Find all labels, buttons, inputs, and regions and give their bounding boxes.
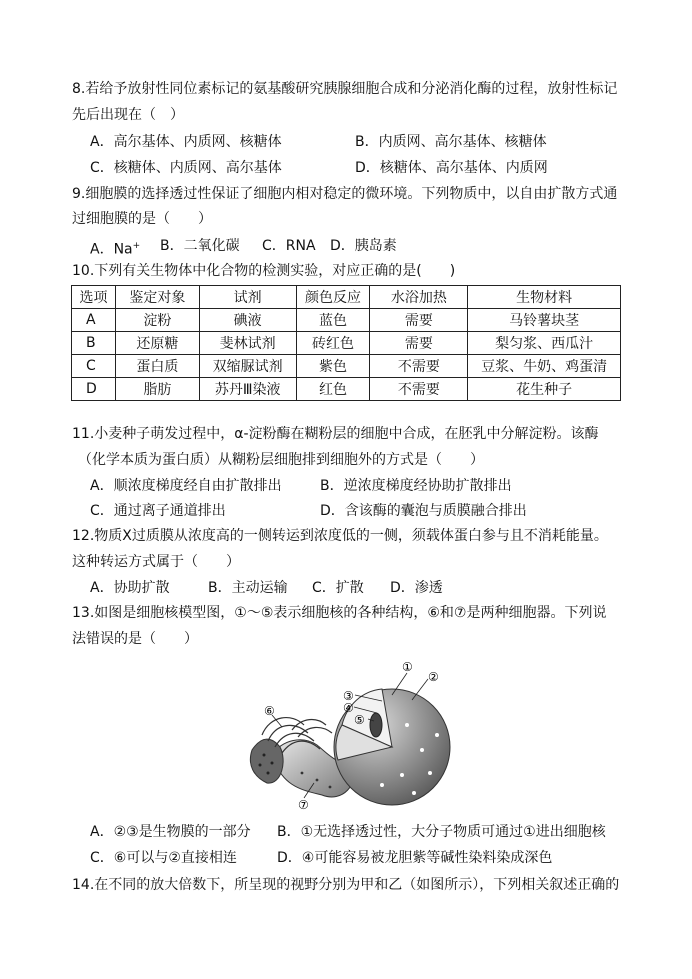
q11-option-d: D．含该酶的囊泡与质膜融合排出 — [320, 503, 527, 519]
table-cell: 苏丹Ⅲ染液 — [199, 378, 296, 401]
label-2: ② — [428, 670, 439, 684]
table-cell: 豆浆、牛奶、鸡蛋清 — [468, 355, 621, 378]
table-header-row — [72, 286, 621, 309]
q9-option-a-text: A．Na — [90, 241, 133, 258]
q13-option-c: C．⑥可以与②直接相连 — [90, 850, 237, 866]
q8-option-d: D．核糖体、高尔基体、内质网 — [355, 160, 548, 176]
table-cell: 红色 — [296, 378, 370, 401]
table-cell: 淀粉 — [115, 309, 199, 332]
q13-option-a: A．②③是生物膜的一部分 — [90, 824, 251, 840]
q11-option-b: B．逆浓度梯度经协助扩散排出 — [320, 478, 512, 494]
q9-stem-line1: 9.细胞膜的选择透过性保证了细胞内相对稳定的微环境。下列物质中，以自由扩散方式通 — [72, 186, 618, 202]
nucleus-model-figure — [242, 655, 452, 810]
q10-stem: 10.下列有关生物体中化合物的检测实验，对应正确的是( ) — [72, 263, 456, 279]
table-cell: 不需要 — [370, 378, 468, 401]
table-row — [72, 332, 621, 355]
q9-stem-line2: 过细胞膜的是（ ） — [72, 211, 212, 227]
table-cell: 马铃薯块茎 — [468, 309, 621, 332]
q12-stem-line2: 这种转运方式属于（ ） — [72, 554, 240, 570]
q11-option-c: C．通过离子通道排出 — [90, 503, 226, 519]
table-row — [72, 378, 621, 401]
q13-option-d: D．④可能容易被龙胆紫等碱性染料染成深色 — [277, 850, 553, 866]
q8-stem-line1: 8.若给予放射性同位素标记的氨基酸研究胰腺细胞合成和分泌消化酶的过程，放射性标记 — [72, 81, 618, 97]
table-header-cell: 鉴定对象 — [115, 286, 199, 309]
table-cell: C — [72, 355, 116, 378]
table-cell: A — [72, 309, 116, 332]
table-cell: 脂肪 — [115, 378, 199, 401]
q11-option-a: A．顺浓度梯度经自由扩散排出 — [90, 478, 282, 494]
table-row — [72, 309, 621, 332]
table-row — [72, 355, 621, 378]
table-header-cell: 颜色反应 — [296, 286, 370, 309]
table-header-cell: 试剂 — [199, 286, 296, 309]
q12-option-d: D．渗透 — [390, 580, 443, 596]
q14-stem-line1: 14.在不同的放大倍数下，所呈现的视野分别为甲和乙（如图所示），下列相关叙述正确的 — [72, 877, 620, 893]
q8-option-c: C．核糖体、内质网、高尔基体 — [90, 160, 282, 176]
table-cell: 梨匀浆、西瓜汁 — [468, 332, 621, 355]
table-cell: 紫色 — [296, 355, 370, 378]
q8-option-a: A．高尔基体、内质网、核糖体 — [90, 134, 282, 150]
table-cell: 不需要 — [370, 355, 468, 378]
q12-option-b: B．主动运输 — [208, 580, 288, 596]
label-3: ③ — [343, 689, 354, 703]
q11-stem-line1: 11.小麦种子萌发过程中，α-淀粉酶在糊粉层的细胞中合成，在胚乳中分解淀粉。该酶 — [72, 426, 599, 442]
table-header-cell: 水浴加热 — [370, 286, 468, 309]
label-6: ⑥ — [264, 704, 275, 718]
q12-stem-line1: 12.物质X过质膜从浓度高的一侧转运到浓度低的一侧，须载体蛋白参与且不消耗能量。 — [72, 528, 608, 544]
table-cell: 蛋白质 — [115, 355, 199, 378]
q13-stem-line1: 13.如图是细胞核模型图，①～⑤表示细胞核的各种结构，⑥和⑦是两种细胞器。下列说 — [72, 605, 607, 621]
q9-option-c: C．RNA — [262, 238, 316, 254]
table-header-cell: 生物材料 — [468, 286, 621, 309]
q13-option-b: B．①无选择透过性，大分子物质可通过①进出细胞核 — [277, 824, 606, 840]
table-cell: 还原糖 — [115, 332, 199, 355]
table-cell: 需要 — [370, 309, 468, 332]
table-cell: 双缩脲试剂 — [199, 355, 296, 378]
q13-stem-line2: 法错误的是（ ） — [72, 631, 198, 647]
q12-option-c: C．扩散 — [312, 580, 364, 596]
label-1: ① — [402, 660, 413, 674]
q8-option-b: B．内质网、高尔基体、核糖体 — [355, 134, 547, 150]
q9-option-a-charge: + — [132, 241, 141, 251]
label-4: ④ — [343, 701, 354, 715]
table-cell: B — [72, 332, 116, 355]
table-cell: 斐林试剂 — [199, 332, 296, 355]
q12-option-a: A．协助扩散 — [90, 580, 170, 596]
label-7: ⑦ — [298, 798, 309, 810]
q9-option-d: D．胰岛素 — [330, 238, 397, 254]
label-5: ⑤ — [354, 713, 365, 727]
q9-option-b: B．二氧化碳 — [160, 238, 240, 254]
q11-stem-line2: （化学本质为蛋白质）从糊粉层细胞排到细胞外的方式是（ ） — [78, 452, 484, 468]
table-cell: 砖红色 — [296, 332, 370, 355]
q8-stem-line2: 先后出现在（ ） — [72, 107, 184, 123]
q9-option-a — [90, 237, 140, 259]
table-cell: D — [72, 378, 116, 401]
table-cell: 需要 — [370, 332, 468, 355]
table-header-cell: 选项 — [72, 286, 116, 309]
table-cell: 蓝色 — [296, 309, 370, 332]
table-cell: 花生种子 — [468, 378, 621, 401]
table-cell: 碘液 — [199, 309, 296, 332]
q10-table — [71, 285, 621, 401]
